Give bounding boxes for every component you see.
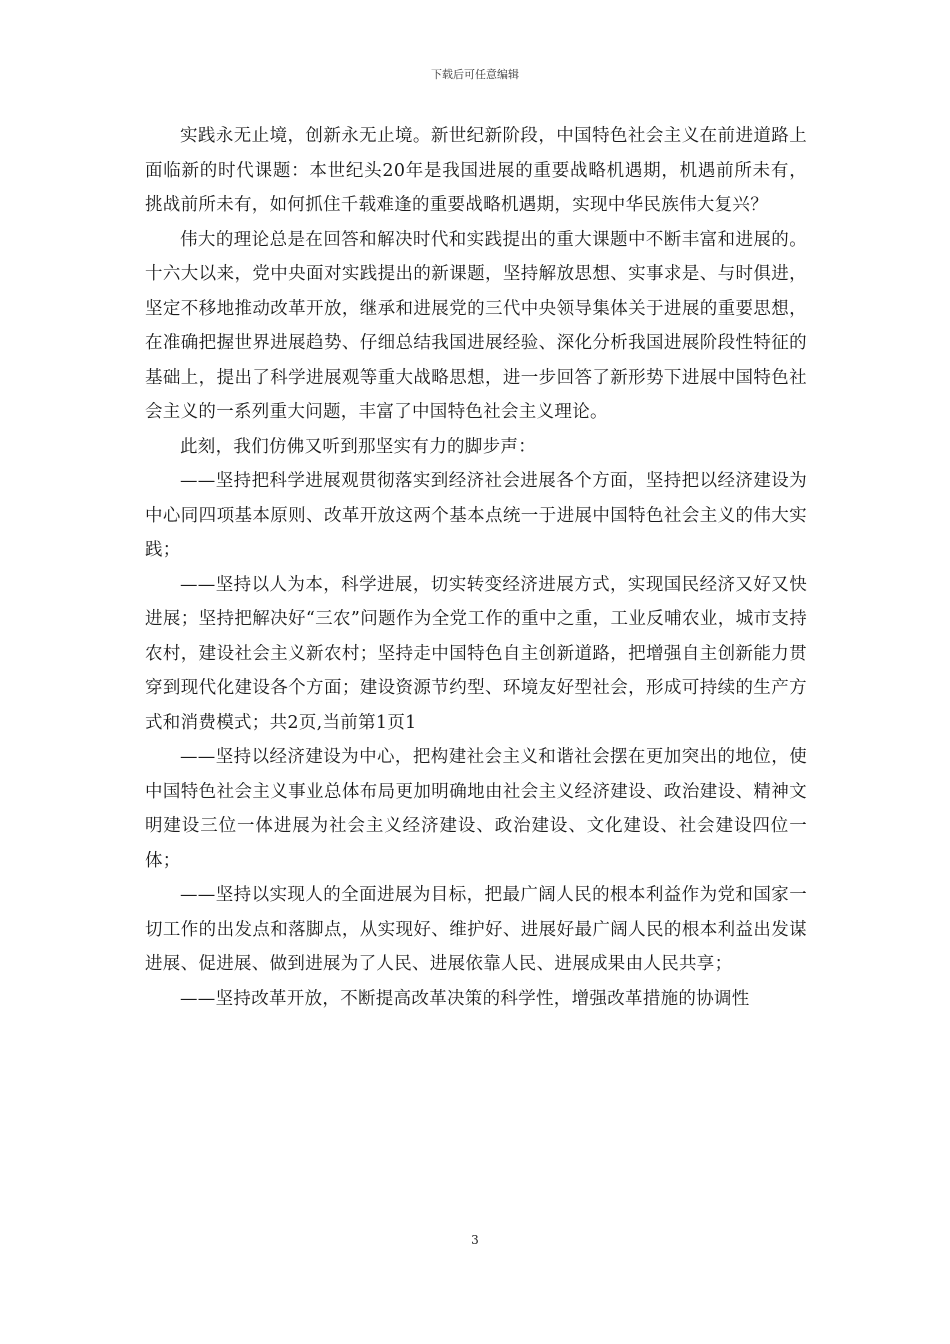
paragraph: 此刻，我们仿佛又听到那坚实有力的脚步声：: [180, 436, 536, 457]
document-body: [145, 119, 807, 1016]
page-header: 下载后可任意编辑: [431, 68, 519, 81]
paragraph: ——坚持把科学进展观贯彻落实到经济社会进展各个方面，坚持把以经济建设为中心同四项基本原则、改革开放这两个基本点统一于进展中国特色社会主义的伟大实践；: [145, 471, 807, 560]
paragraph: ——坚持以实现人的全面进展为目标，把最广阔人民的根本利益作为党和国家一切工作的出发点和落脚点，从实现好、维护好、进展好最广阔人民的根本利益出发谋进展、促进展、做到进展为了人民、进展依靠人民、进展成果由人民共享；: [145, 885, 807, 974]
paragraph: 伟大的理论总是在回答和解决时代和实践提出的重大课题中不断丰富和进展的。十六大以来，党中央面对实践提出的新课题，坚持解放思想、实事求是、与时俱进，坚定不移地推动改革开放，继承和进展党的三代中央领导集体关于进展的重要思想，在准确把握世界进展趋势、仔细总结我国进展经验、深化分析我国进展阶段性特征的基础上，提出了科学进展观等重大战略思想，进一步回答了新形势下进展中国特色社会主义的一系列重大问题，丰富了中国特色社会主义理论。: [145, 229, 807, 422]
paragraph: ——坚持改革开放，不断提高改革决策的科学性，增强改革措施的协调性: [180, 988, 750, 1009]
page-number: 3: [471, 1233, 479, 1247]
paragraph: 实践永无止境，创新永无止境。新世纪新阶段，中国特色社会主义在前进道路上面临新的时代课题：本世纪头20年是我国进展的重要战略机遇期，机遇前所未有，挑战前所未有，如何抓住千载难逢的重要战略机遇期，实现中华民族伟大复兴？: [145, 126, 807, 215]
paragraph: ——坚持以经济建设为中心，把构建社会主义和谐社会摆在更加突出的地位，使中国特色社会主义事业总体布局更加明确地由社会主义经济建设、政治建设、精神文明建设三位一体进展为社会主义经济建设、政治建设、文化建设、社会建设四位一体；: [145, 747, 807, 871]
paragraph: ——坚持以人为本，科学进展，切实转变经济进展方式，实现国民经济又好又快进展；坚持把解决好“三农”问题作为全党工作的重中之重，工业反哺农业，城市支持农村，建设社会主义新农村；坚持走中国特色自主创新道路，把增强自主创新能力贯穿到现代化建设各个方面；建设资源节约型、环境友好型社会，形成可持续的生产方式和消费模式；共2页,当前第1页1: [145, 574, 807, 733]
